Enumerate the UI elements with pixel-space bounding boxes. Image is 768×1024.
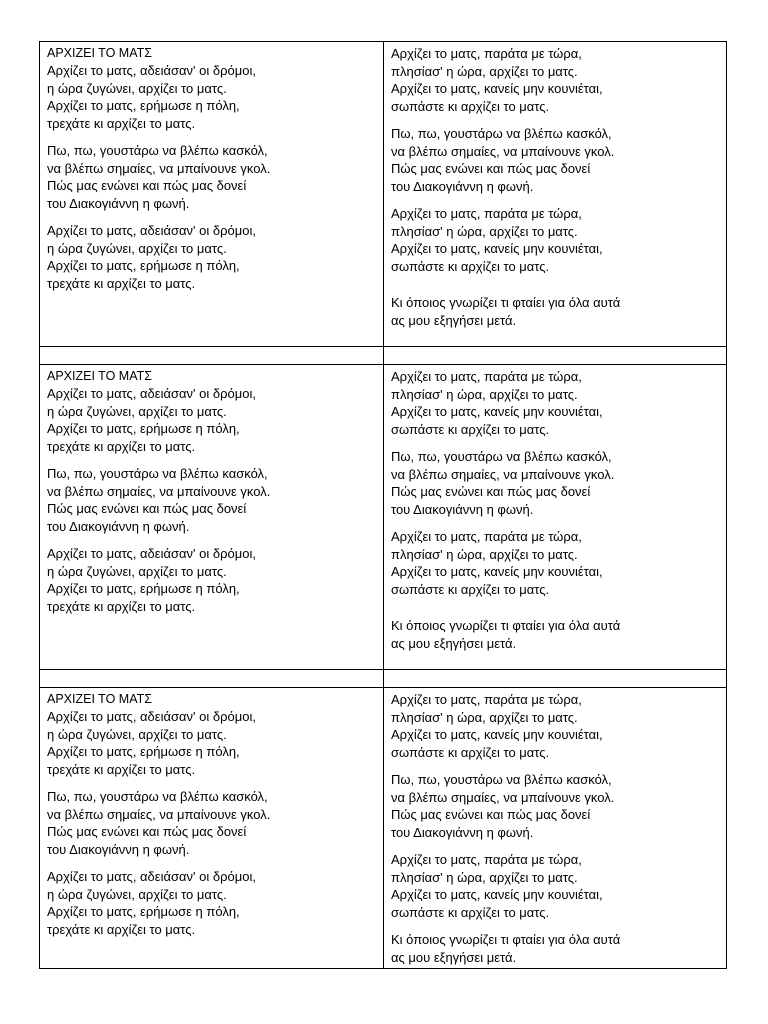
lyric-line: Πω, πω, γουστάρω να βλέπω κασκόλ, [47,466,268,481]
lyrics-cell-left [40,42,384,346]
lyric-line: ας μου εξηγήσει μετά. [391,949,517,965]
lyrics-row-3 [40,688,726,969]
empty-cell-left [40,347,384,364]
lyric-line: Αρχίζει το ματς, ερήμωσε η πόλη, [47,258,240,273]
lyric-line: Πώς μας ενώνει και πώς μας δονεί [391,484,591,499]
lyric-line: Αρχίζει το ματς, ερήμωσε η πόλη, [47,98,240,113]
stanza [47,62,383,132]
lyric-line: Πω, πω, γουστάρω να βλέπω κασκόλ, [391,449,612,464]
lyric-line: Αρχίζει το ματς, παράτα με τώρα, [391,529,582,544]
stanza [47,465,383,535]
lyric-line: Αρχίζει το ματς, ερήμωσε η πόλη, [47,904,240,919]
lyric-line: τρεχάτε κι αρχίζει το ματς. [47,438,196,454]
lyrics-cell-right [384,365,726,669]
lyrics-cell-right [384,688,726,969]
stanza [391,45,726,115]
empty-cell-right [384,670,726,687]
song-title: ΑΡΧΙΖΕΙ ΤΟ ΜΑΤΣ [47,692,152,706]
lyric-line: τρεχάτε κι αρχίζει το ματς. [47,921,196,937]
stanza [391,528,726,598]
lyric-line: Πώς μας ενώνει και πώς μας δονεί [47,501,247,516]
lyric-line: του Διακογιάννη η φωνή. [391,178,534,194]
lyric-line: Πώς μας ενώνει και πώς μας δονεί [47,824,247,839]
stanza [391,617,726,652]
lyrics-cell-left [40,365,384,669]
lyric-line: να βλέπω σημαίες, να μπαίνουνε γκολ. [391,143,615,159]
lyric-line: Αρχίζει το ματς, ερήμωσε η πόλη, [47,581,240,596]
lyric-line: Αρχίζει το ματς, παράτα με τώρα, [391,46,582,61]
stanza [391,691,726,761]
lyric-line: Αρχίζει το ματς, κανείς μην κουνιέται, [391,564,603,579]
lyric-line: τρεχάτε κι αρχίζει το ματς. [47,115,196,131]
lyric-line: σωπάστε κι αρχίζει το ματς. [391,581,550,597]
lyric-line: ας μου εξηγήσει μετά. [391,312,517,328]
lyric-line: πλησίασ' η ώρα, αρχίζει το ματς. [391,709,578,725]
stanza [391,125,726,195]
stanza [391,448,726,518]
stanza [391,205,726,275]
lyric-line: του Διακογιάννη η φωνή. [391,824,534,840]
lyric-line: Κι όποιος γνωρίζει τι φταίει για όλα αυτά [391,295,621,310]
stanza [391,771,726,841]
lyric-line: Αρχίζει το ματς, κανείς μην κουνιέται, [391,887,603,902]
lyric-line: Αρχίζει το ματς, αδειάσαν' οι δρόμοι, [47,63,256,78]
lyric-line: Αρχίζει το ματς, κανείς μην κουνιέται, [391,241,603,256]
lyric-line: Αρχίζει το ματς, ερήμωσε η πόλη, [47,421,240,436]
song-title: ΑΡΧΙΖΕΙ ΤΟ ΜΑΤΣ [47,369,152,383]
stanza [47,708,383,778]
lyric-line: του Διακογιάννη η φωνή. [391,501,534,517]
stanza [391,851,726,921]
stanza [47,222,383,292]
lyric-line: του Διακογιάννη η φωνή. [47,518,190,534]
lyric-line: τρεχάτε κι αρχίζει το ματς. [47,275,196,291]
lyric-line: Πώς μας ενώνει και πώς μας δονεί [47,178,247,193]
lyric-line: σωπάστε κι αρχίζει το ματς. [391,98,550,114]
stanza [47,142,383,212]
empty-cell-right [384,347,726,364]
lyric-line: η ώρα ζυγώνει, αρχίζει το ματς. [47,886,227,902]
lyric-line: Αρχίζει το ματς, αδειάσαν' οι δρόμοι, [47,546,256,561]
lyric-line: σωπάστε κι αρχίζει το ματς. [391,904,550,920]
stanza [391,294,726,329]
lyric-line: πλησίασ' η ώρα, αρχίζει το ματς. [391,223,578,239]
lyric-line: Αρχίζει το ματς, ερήμωσε η πόλη, [47,744,240,759]
lyric-line: Αρχίζει το ματς, παράτα με τώρα, [391,369,582,384]
lyric-line: του Διακογιάννη η φωνή. [47,195,190,211]
lyric-line: η ώρα ζυγώνει, αρχίζει το ματς. [47,403,227,419]
lyric-line: πλησίασ' η ώρα, αρχίζει το ματς. [391,63,578,79]
lyric-line: Κι όποιος γνωρίζει τι φταίει για όλα αυτά [391,618,621,633]
lyric-line: Αρχίζει το ματς, αδειάσαν' οι δρόμοι, [47,223,256,238]
lyric-line: Κι όποιος γνωρίζει τι φταίει για όλα αυτά [391,932,621,947]
lyric-line: τρεχάτε κι αρχίζει το ματς. [47,761,196,777]
lyric-line: η ώρα ζυγώνει, αρχίζει το ματς. [47,80,227,96]
lyric-line: Αρχίζει το ματς, κανείς μην κουνιέται, [391,81,603,96]
lyrics-row-2 [40,365,726,670]
stanza [391,931,726,966]
lyric-line: πλησίασ' η ώρα, αρχίζει το ματς. [391,869,578,885]
lyric-line: Πω, πω, γουστάρω να βλέπω κασκόλ, [47,143,268,158]
stanza [47,868,383,938]
lyric-line: Αρχίζει το ματς, αδειάσαν' οι δρόμοι, [47,386,256,401]
lyric-line: Αρχίζει το ματς, παράτα με τώρα, [391,206,582,221]
song-title: ΑΡΧΙΖΕΙ ΤΟ ΜΑΤΣ [47,46,152,60]
lyric-line: ας μου εξηγήσει μετά. [391,635,517,651]
stanza [391,368,726,438]
lyric-line: να βλέπω σημαίες, να μπαίνουνε γκολ. [47,483,271,499]
lyric-line: η ώρα ζυγώνει, αρχίζει το ματς. [47,240,227,256]
lyric-line: η ώρα ζυγώνει, αρχίζει το ματς. [47,726,227,742]
stanza [47,545,383,615]
lyric-line: η ώρα ζυγώνει, αρχίζει το ματς. [47,563,227,579]
stanza [47,788,383,858]
lyric-line: Αρχίζει το ματς, αδειάσαν' οι δρόμοι, [47,869,256,884]
lyric-line: Πω, πω, γουστάρω να βλέπω κασκόλ, [391,772,612,787]
lyric-line: Αρχίζει το ματς, αδειάσαν' οι δρόμοι, [47,709,256,724]
stanza [47,385,383,455]
lyrics-table [39,41,727,969]
lyric-line: Αρχίζει το ματς, κανείς μην κουνιέται, [391,727,603,742]
lyrics-cell-left [40,688,384,969]
lyric-line: να βλέπω σημαίες, να μπαίνουνε γκολ. [47,806,271,822]
lyric-line: τρεχάτε κι αρχίζει το ματς. [47,598,196,614]
lyrics-cell-right [384,42,726,346]
lyric-line: Αρχίζει το ματς, κανείς μην κουνιέται, [391,404,603,419]
lyric-line: πλησίασ' η ώρα, αρχίζει το ματς. [391,386,578,402]
lyric-line: Πω, πω, γουστάρω να βλέπω κασκόλ, [391,126,612,141]
lyric-line: σωπάστε κι αρχίζει το ματς. [391,744,550,760]
lyric-line: Αρχίζει το ματς, παράτα με τώρα, [391,692,582,707]
spacer-row-2 [40,670,726,688]
lyrics-row-1 [40,42,726,347]
spacer-row-1 [40,347,726,365]
lyric-line: να βλέπω σημαίες, να μπαίνουνε γκολ. [47,160,271,176]
empty-cell-left [40,670,384,687]
lyric-line: Πω, πω, γουστάρω να βλέπω κασκόλ, [47,789,268,804]
lyric-line: σωπάστε κι αρχίζει το ματς. [391,258,550,274]
lyric-line: του Διακογιάννη η φωνή. [47,841,190,857]
lyric-line: πλησίασ' η ώρα, αρχίζει το ματς. [391,546,578,562]
lyric-line: Πώς μας ενώνει και πώς μας δονεί [391,807,591,822]
lyric-line: σωπάστε κι αρχίζει το ματς. [391,421,550,437]
lyric-line: Πώς μας ενώνει και πώς μας δονεί [391,161,591,176]
lyric-line: να βλέπω σημαίες, να μπαίνουνε γκολ. [391,466,615,482]
lyric-line: να βλέπω σημαίες, να μπαίνουνε γκολ. [391,789,615,805]
lyric-line: Αρχίζει το ματς, παράτα με τώρα, [391,852,582,867]
